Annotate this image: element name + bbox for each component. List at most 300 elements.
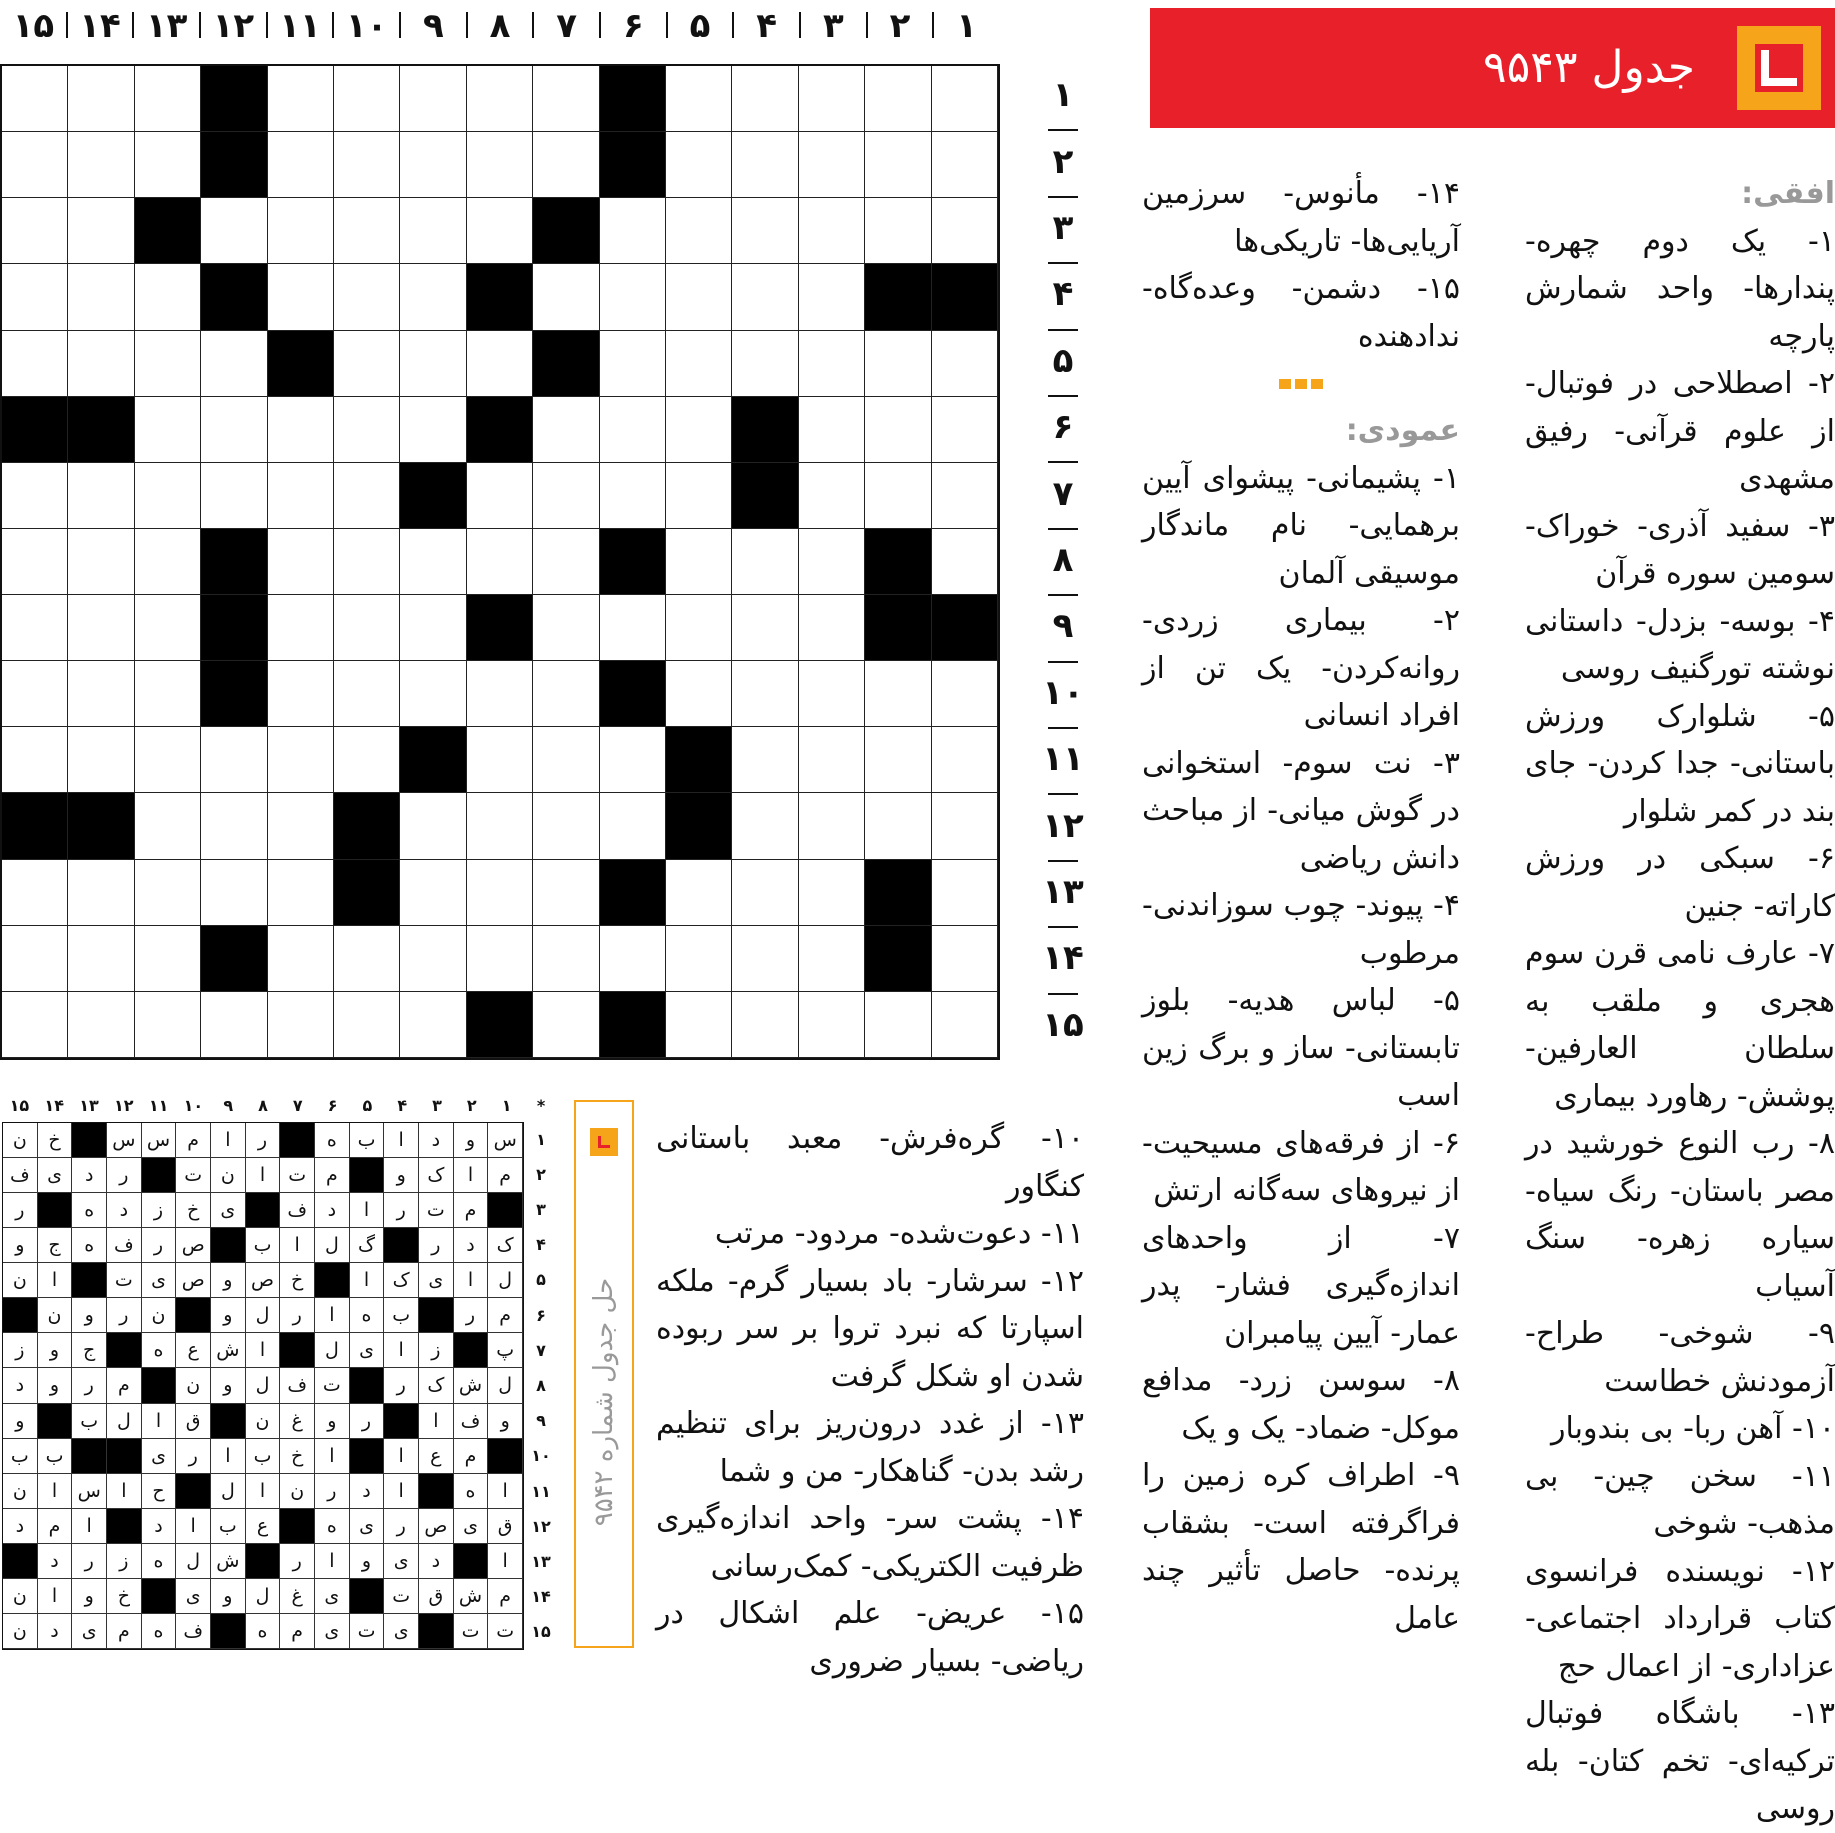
grid-cell[interactable] [268, 793, 334, 859]
grid-cell[interactable] [68, 727, 134, 793]
solution-black-cell [72, 1439, 107, 1474]
grid-cell[interactable] [68, 198, 134, 264]
grid-cell[interactable] [732, 727, 798, 793]
grid-cell[interactable] [135, 529, 201, 595]
grid-cell[interactable] [135, 793, 201, 859]
grid-cell[interactable] [467, 661, 533, 727]
column-number: ۲ [889, 6, 911, 46]
grid-cell[interactable] [2, 529, 68, 595]
row-number: ۹ [1052, 606, 1074, 647]
solution-cell: ا [176, 1509, 211, 1544]
solution-cell: ر [176, 1439, 211, 1474]
grid-cell[interactable] [932, 66, 998, 132]
grid-cell[interactable] [135, 926, 201, 992]
grid-cell[interactable] [799, 926, 865, 992]
vertical-clue: ۱۳- از غدد درون‌ریز برای تنظیم رشد بدن- گناهکار- من و شما [656, 1406, 1084, 1489]
solution-cell: ی [211, 1193, 246, 1228]
grid-cell[interactable] [334, 331, 400, 397]
grid-cell[interactable] [2, 992, 68, 1058]
grid-cell[interactable] [2, 331, 68, 397]
grid-cell[interactable] [932, 793, 998, 859]
solution-cell: ن [3, 1614, 38, 1649]
solution-black-cell [38, 1193, 73, 1228]
grid-cell[interactable] [201, 397, 267, 463]
grid-cell[interactable] [334, 529, 400, 595]
grid-cell[interactable] [732, 66, 798, 132]
grid-cell[interactable] [533, 529, 599, 595]
grid-cell[interactable] [334, 463, 400, 529]
grid-cell[interactable] [268, 264, 334, 330]
grid-cell[interactable] [135, 132, 201, 198]
black-cell [467, 397, 533, 463]
crossword-grid[interactable] [0, 64, 1000, 1060]
grid-cell[interactable] [467, 66, 533, 132]
horizontal-clue: ۱۵- دشمن- وعده‌گاه- نداد‌هنده [1142, 271, 1460, 354]
grid-cell[interactable] [533, 595, 599, 661]
grid-cell[interactable] [68, 66, 134, 132]
solution-cell: و [454, 1123, 489, 1158]
grid-cell[interactable] [865, 198, 931, 264]
grid-cell[interactable] [865, 793, 931, 859]
solution-black-cell [350, 1158, 385, 1193]
solution-cell: ق [176, 1404, 211, 1439]
grid-cell[interactable] [68, 661, 134, 727]
puzzle-header [1150, 8, 1835, 128]
grid-cell[interactable] [533, 463, 599, 529]
grid-cell[interactable] [799, 860, 865, 926]
grid-cell[interactable] [600, 463, 666, 529]
grid-cell[interactable] [2, 661, 68, 727]
solution-cell: ل [246, 1298, 281, 1333]
grid-cell[interactable] [932, 926, 998, 992]
solution-cell: و [211, 1298, 246, 1333]
row-separator [1048, 329, 1078, 331]
grid-cell[interactable] [135, 264, 201, 330]
grid-cell[interactable] [135, 860, 201, 926]
solution-cell: و [211, 1579, 246, 1614]
grid-cell[interactable] [2, 595, 68, 661]
solution-cell: ت [350, 1614, 385, 1649]
grid-cell[interactable] [932, 529, 998, 595]
grid-cell[interactable] [600, 198, 666, 264]
grid-cell[interactable] [467, 727, 533, 793]
grid-cell[interactable] [533, 264, 599, 330]
grid-cell[interactable] [135, 727, 201, 793]
grid-cell[interactable] [334, 661, 400, 727]
solution-column-number: ۱۳ [79, 1096, 99, 1115]
grid-cell[interactable] [268, 397, 334, 463]
row-number: ۳ [1052, 208, 1074, 248]
grid-cell[interactable] [68, 860, 134, 926]
grid-cell[interactable] [334, 66, 400, 132]
grid-cell[interactable] [201, 992, 267, 1058]
grid-cell[interactable] [932, 860, 998, 926]
grid-cell[interactable] [666, 198, 732, 264]
grid-cell[interactable] [400, 198, 466, 264]
solution-black-cell [246, 1193, 281, 1228]
grid-cell[interactable] [732, 529, 798, 595]
grid-cell[interactable] [334, 992, 400, 1058]
black-cell [865, 860, 931, 926]
grid-cell[interactable] [467, 529, 533, 595]
solution-row-number: ۱۳ [531, 1552, 551, 1571]
grid-cell[interactable] [666, 661, 732, 727]
black-cell [865, 529, 931, 595]
grid-cell[interactable] [533, 661, 599, 727]
solution-cell: د [107, 1193, 142, 1228]
grid-cell[interactable] [865, 331, 931, 397]
grid-cell[interactable] [732, 992, 798, 1058]
solution-black-cell [142, 1368, 177, 1403]
solution-cell: ر [72, 1368, 107, 1403]
grid-cell[interactable] [400, 66, 466, 132]
grid-cell[interactable] [68, 331, 134, 397]
previous-solution-grid [2, 1122, 524, 1650]
grid-cell[interactable] [2, 66, 68, 132]
solution-cell: ی [419, 1263, 454, 1298]
grid-cell[interactable] [932, 397, 998, 463]
horizontal-clue: ۶- سبکی در ورزش کاراته- جنین [1525, 841, 1835, 924]
solution-cell: ع [246, 1509, 281, 1544]
grid-cell[interactable] [2, 132, 68, 198]
grid-cell[interactable] [400, 264, 466, 330]
grid-cell[interactable] [467, 132, 533, 198]
grid-cell[interactable] [135, 661, 201, 727]
grid-cell[interactable] [932, 132, 998, 198]
solution-black-cell [384, 1404, 419, 1439]
grid-cell[interactable] [799, 727, 865, 793]
solution-cell: ن [280, 1474, 315, 1509]
solution-cell: خ [107, 1579, 142, 1614]
grid-cell[interactable] [467, 463, 533, 529]
black-cell [865, 926, 931, 992]
solution-black-cell [72, 1123, 107, 1158]
grid-cell[interactable] [334, 198, 400, 264]
solution-column-number: ۱۰ [183, 1096, 204, 1115]
grid-cell[interactable] [732, 132, 798, 198]
grid-cell[interactable] [600, 397, 666, 463]
solution-cell: ت [176, 1158, 211, 1193]
column-number: ۴ [756, 6, 778, 46]
solution-cell: ه [142, 1333, 177, 1368]
grid-cell[interactable] [268, 198, 334, 264]
horizontal-clue: ۴- بوسه- بزدل- داستانی نوشته تورگنیف روسی [1525, 603, 1835, 686]
grid-cell[interactable] [2, 860, 68, 926]
row-number: ۸ [1052, 540, 1074, 580]
grid-cell[interactable] [68, 463, 134, 529]
grid-cell[interactable] [400, 661, 466, 727]
grid-cell[interactable] [400, 860, 466, 926]
solution-cell: ف [280, 1368, 315, 1403]
solution-cell: د [3, 1368, 38, 1403]
row-number: ۶ [1052, 407, 1074, 448]
grid-cell[interactable] [932, 463, 998, 529]
solution-cell: غ [280, 1579, 315, 1614]
grid-cell[interactable] [533, 66, 599, 132]
grid-cell[interactable] [268, 860, 334, 926]
grid-cell[interactable] [666, 397, 732, 463]
small-logo-icon [590, 1128, 618, 1156]
grid-cell[interactable] [666, 992, 732, 1058]
grid-cell[interactable] [135, 992, 201, 1058]
grid-cell[interactable] [732, 264, 798, 330]
grid-cell[interactable] [666, 331, 732, 397]
grid-cell[interactable] [135, 66, 201, 132]
solution-cell: ت [488, 1614, 523, 1649]
grid-cell[interactable] [68, 264, 134, 330]
grid-cell[interactable] [2, 198, 68, 264]
vertical-clues-heading: عمودی: [1345, 413, 1460, 448]
grid-cell[interactable] [932, 661, 998, 727]
solution-row-number: ۶ [536, 1305, 546, 1325]
column-number: ۵ [689, 6, 711, 46]
grid-cell[interactable] [400, 793, 466, 859]
grid-cell[interactable] [865, 66, 931, 132]
grid-cell[interactable] [666, 529, 732, 595]
black-cell [135, 198, 201, 264]
solution-cell: ه [142, 1544, 177, 1579]
solution-cell: ص [176, 1228, 211, 1263]
grid-cell[interactable] [666, 264, 732, 330]
grid-cell[interactable] [799, 992, 865, 1058]
solution-cell: ه [315, 1123, 350, 1158]
grid-cell[interactable] [135, 331, 201, 397]
grid-cell[interactable] [467, 926, 533, 992]
grid-cell[interactable] [268, 727, 334, 793]
grid-cell[interactable] [799, 66, 865, 132]
grid-cell[interactable] [865, 661, 931, 727]
solution-cell: م [454, 1193, 489, 1228]
grid-cell[interactable] [600, 331, 666, 397]
solution-black-cell [107, 1509, 142, 1544]
grid-cell[interactable] [600, 793, 666, 859]
solution-cell: ح [142, 1474, 177, 1509]
grid-cell[interactable] [268, 66, 334, 132]
solution-cell: خ [176, 1193, 211, 1228]
grid-cell[interactable] [334, 595, 400, 661]
grid-cell[interactable] [68, 595, 134, 661]
horizontal-clue: ۱۴- مأنوس- سرزمین آریایی‌ها- تاریکی‌ها [1142, 176, 1460, 259]
grid-cell[interactable] [533, 727, 599, 793]
solution-cell: ت [315, 1368, 350, 1403]
grid-cell[interactable] [2, 264, 68, 330]
grid-cell[interactable] [334, 727, 400, 793]
solution-cell: ب [246, 1439, 281, 1474]
grid-cell[interactable] [799, 793, 865, 859]
solution-cell: و [488, 1404, 523, 1439]
grid-cell[interactable] [68, 529, 134, 595]
grid-cell[interactable] [865, 727, 931, 793]
vertical-clue: ۱۱- دعوت‌شده- مردود- مرتب [714, 1216, 1084, 1251]
grid-cell[interactable] [400, 397, 466, 463]
grid-cell[interactable] [533, 397, 599, 463]
solution-cell: ب [72, 1404, 107, 1439]
vertical-clue: ۱۴- پشت سر- واحد اندازه‌گیری ظرفیت الکتریکی- کمک‌رسانی [656, 1501, 1084, 1584]
solution-cell: د [419, 1123, 454, 1158]
grid-cell[interactable] [799, 397, 865, 463]
solution-cell: س [142, 1123, 177, 1158]
solution-cell: غ [280, 1404, 315, 1439]
grid-cell[interactable] [799, 463, 865, 529]
grid-cell[interactable] [201, 727, 267, 793]
solution-cell: ی [350, 1333, 385, 1368]
grid-cell[interactable] [732, 926, 798, 992]
grid-cell[interactable] [268, 992, 334, 1058]
grid-cell[interactable] [799, 331, 865, 397]
grid-cell[interactable] [732, 331, 798, 397]
grid-cell[interactable] [865, 463, 931, 529]
grid-cell[interactable] [533, 793, 599, 859]
grid-cell[interactable] [400, 529, 466, 595]
solution-cell: ب [246, 1228, 281, 1263]
grid-cell[interactable] [334, 132, 400, 198]
grid-cell[interactable] [666, 66, 732, 132]
grid-cell[interactable] [799, 661, 865, 727]
grid-cell[interactable] [467, 198, 533, 264]
horizontal-clue: ۱- یک دوم چهره- پندارها- واحد شمارش پارچه [1525, 223, 1835, 354]
grid-cell[interactable] [268, 463, 334, 529]
grid-cell[interactable] [666, 926, 732, 992]
solution-cell: ش [211, 1544, 246, 1579]
grid-cell[interactable] [865, 132, 931, 198]
row-number: ۴ [1052, 274, 1074, 315]
grid-cell[interactable] [799, 132, 865, 198]
grid-cell[interactable] [2, 926, 68, 992]
solution-cell: ر [350, 1404, 385, 1439]
solution-cell: ع [176, 1333, 211, 1368]
grid-cell[interactable] [400, 331, 466, 397]
solution-cell: ک [384, 1263, 419, 1298]
grid-cell[interactable] [400, 926, 466, 992]
grid-cell[interactable] [732, 595, 798, 661]
solution-column-number: ۷ [292, 1096, 303, 1115]
grid-cell[interactable] [68, 992, 134, 1058]
grid-cell[interactable] [268, 661, 334, 727]
grid-cell[interactable] [600, 595, 666, 661]
grid-cell[interactable] [334, 926, 400, 992]
grid-cell[interactable] [467, 793, 533, 859]
grid-cell[interactable] [533, 926, 599, 992]
grid-cell[interactable] [334, 264, 400, 330]
grid-cell[interactable] [135, 595, 201, 661]
solution-column-numbers [2, 1094, 562, 1118]
solution-cell: ن [246, 1404, 281, 1439]
grid-cell[interactable] [400, 132, 466, 198]
grid-cell[interactable] [201, 860, 267, 926]
grid-cell[interactable] [932, 727, 998, 793]
black-cell [201, 529, 267, 595]
grid-cell[interactable] [334, 397, 400, 463]
grid-cell[interactable] [201, 198, 267, 264]
grid-cell[interactable] [799, 198, 865, 264]
grid-cell[interactable] [268, 529, 334, 595]
solution-cell: ل [246, 1368, 281, 1403]
grid-cell[interactable] [201, 463, 267, 529]
grid-cell[interactable] [732, 860, 798, 926]
column-number: ۱۱ [279, 6, 321, 46]
solution-cell: خ [38, 1123, 73, 1158]
grid-cell[interactable] [932, 198, 998, 264]
grid-cell[interactable] [666, 132, 732, 198]
solution-cell: ش [454, 1368, 489, 1403]
grid-cell[interactable] [932, 992, 998, 1058]
black-cell [2, 397, 68, 463]
grid-cell[interactable] [799, 529, 865, 595]
grid-cell[interactable] [865, 992, 931, 1058]
column-number: ۶ [622, 6, 644, 46]
grid-cell[interactable] [2, 463, 68, 529]
grid-cell[interactable] [268, 926, 334, 992]
solution-row-number: ۷ [536, 1340, 546, 1360]
grid-cell[interactable] [600, 264, 666, 330]
grid-cell[interactable] [666, 595, 732, 661]
grid-cell[interactable] [600, 926, 666, 992]
solution-cell: م [315, 1158, 350, 1193]
solution-cell: ر [384, 1193, 419, 1228]
grid-cell[interactable] [533, 860, 599, 926]
grid-cell[interactable] [799, 595, 865, 661]
solution-black-cell [350, 1579, 385, 1614]
solution-cell: ا [246, 1474, 281, 1509]
solution-cell: ه [72, 1228, 107, 1263]
horizontal-clue: ۹- شوخی- طراح- آزمودنش خطاست [1525, 1316, 1835, 1399]
grid-cell[interactable] [732, 661, 798, 727]
grid-cell[interactable] [666, 860, 732, 926]
solution-cell: و [211, 1263, 246, 1298]
grid-cell[interactable] [865, 397, 931, 463]
grid-cell[interactable] [68, 132, 134, 198]
solution-cell: ن [3, 1263, 38, 1298]
grid-cell[interactable] [467, 860, 533, 926]
grid-cell[interactable] [135, 397, 201, 463]
solution-cell: پ [488, 1333, 523, 1368]
solution-column-number: ۶ [327, 1096, 338, 1115]
row-number: ۲ [1052, 141, 1074, 182]
black-cell [467, 992, 533, 1058]
grid-cell[interactable] [268, 132, 334, 198]
grid-cell[interactable] [732, 793, 798, 859]
grid-cell[interactable] [666, 463, 732, 529]
grid-cell[interactable] [135, 463, 201, 529]
grid-cell[interactable] [400, 992, 466, 1058]
grid-cell[interactable] [932, 331, 998, 397]
grid-cell[interactable] [732, 198, 798, 264]
solution-cell: د [142, 1509, 177, 1544]
vertical-clue: ۹- اطراف کره زمین را فراگرفته است- بشقاب پرنده- حاصل تأثیر چند عامل [1142, 1458, 1460, 1636]
row-separator [1048, 661, 1078, 663]
column-number: ۳ [822, 6, 844, 46]
solution-black-cell [488, 1193, 523, 1228]
solution-cell: ا [315, 1439, 350, 1474]
grid-cell[interactable] [2, 727, 68, 793]
black-cell [732, 397, 798, 463]
grid-cell[interactable] [533, 132, 599, 198]
grid-cell[interactable] [268, 595, 334, 661]
solution-cell: د [3, 1509, 38, 1544]
grid-cell[interactable] [600, 727, 666, 793]
solution-cell: ت [384, 1579, 419, 1614]
vertical-clue: ۲- بیماری زردی- روانه‌کردن- یک تن از افراد انسانی [1142, 603, 1460, 733]
grid-cell[interactable] [400, 595, 466, 661]
solution-black-cell [350, 1368, 385, 1403]
grid-cell[interactable] [201, 793, 267, 859]
grid-cell[interactable] [799, 264, 865, 330]
grid-cell[interactable] [533, 992, 599, 1058]
grid-cell[interactable] [201, 331, 267, 397]
grid-cell[interactable] [467, 331, 533, 397]
grid-cell[interactable] [68, 926, 134, 992]
solution-cell: ی [454, 1509, 489, 1544]
